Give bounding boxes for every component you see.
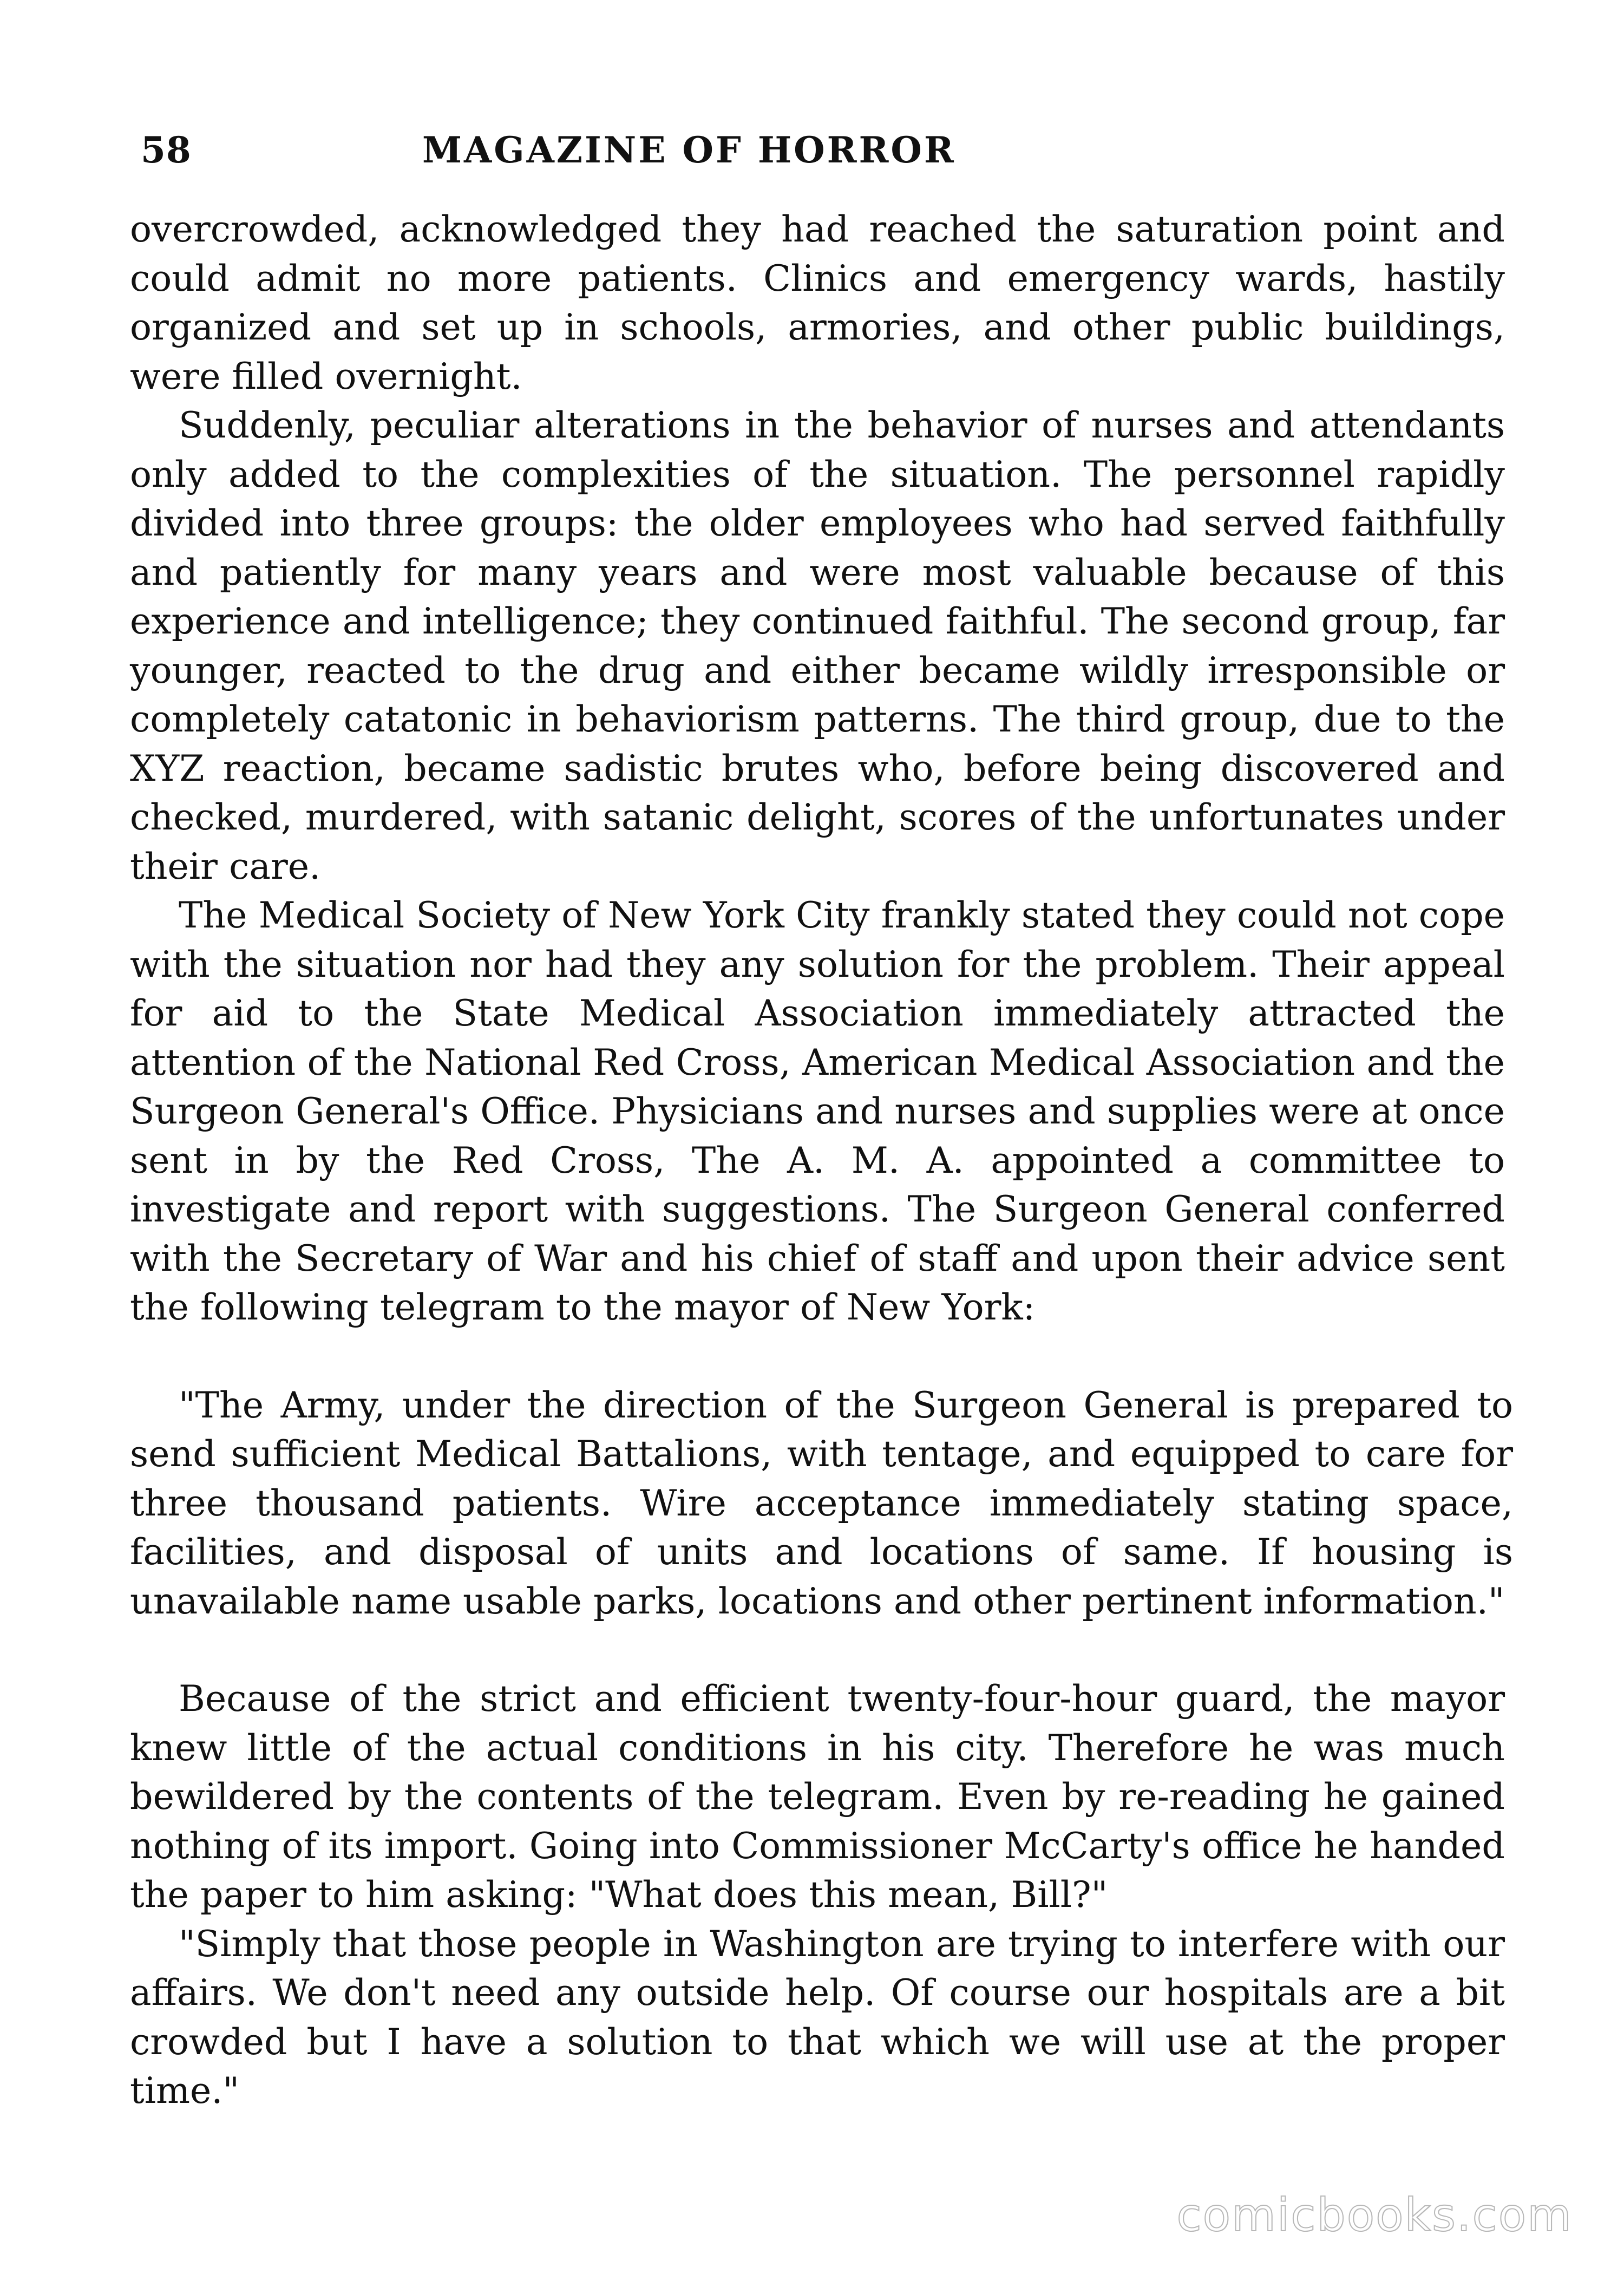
telegram-text: "The Army, under the direction of the Surgeon General is prepared to send sufficient Medical Battalions, with tentage, and equipped to care for three thousand patients. Wire acceptance immediately stating space, facilities, and disposal of units and locations of same. If housing is unavailable name usable parks, locations and other pertinent information." xyxy=(130,1383,1513,1622)
paragraph-mayor: Because of the strict and efficient twenty-four-hour guard, the mayor knew little of the actual conditions in his city. Therefore he was much bewildered by the contents of the telegram. Even by re-reading he gained nothing of its import. Going into Commissioner McCarty's office he handed the paper to him asking: "What does this mean, Bill?" xyxy=(130,1677,1505,1916)
paragraph-medical-society: The Medical Society of New York City frankly stated they could not cope with the situation nor had they any solution for the problem. Their appeal for aid to the State Medical Association immediately attracted the attention of the National Red Cross, American Medical Association and the Surgeon General's Office. Physicians and nurses and supplies were at once sent in by the Red Cross, The A. M. A. appointed a committee to investigate and report with suggestions. The Surgeon General conferred with the Secretary of War and his chief of staff and upon their advice sent the following telegram to the mayor of New York: xyxy=(130,894,1505,1328)
watermark: comicbooks.com xyxy=(1176,2188,1573,2242)
paragraph-continued: overcrowded, acknowledged they had reached the saturation point and could admit no more patients. Clinics and emergency wards, hastily organized and set up in schools, armories, and other public buildings, were filled overnight. xyxy=(130,208,1505,397)
page-header xyxy=(141,129,1180,178)
story-text xyxy=(130,205,1513,2115)
running-title: MAGAZINE OF HORROR xyxy=(422,129,956,171)
paragraph-staff-groups: Suddenly, peculiar alterations in the behavior of nurses and attendants only added to the complexities of the situation. The personnel rapidly divided into three groups: the older employees who had served faithfully and patiently for many years and were most valuable because of this experience and intelligence; they continued faithful. The second group, far younger, reacted to the drug and either became wildly irresponsible or completely catatonic in behaviorism patterns. The third group, due to the XYZ reaction, became sadistic brutes who, before being discovered and checked, murdered, with satanic delight, scores of the unfortunates under their care. xyxy=(130,404,1505,887)
paragraph-reply: "Simply that those people in Washington are trying to interfere with our affairs. We don't need any outside help. Of course our hospitals are a bit crowded but I have a solution to that which we will use at the proper time." xyxy=(130,1922,1505,2112)
page-number: 58 xyxy=(141,129,192,171)
